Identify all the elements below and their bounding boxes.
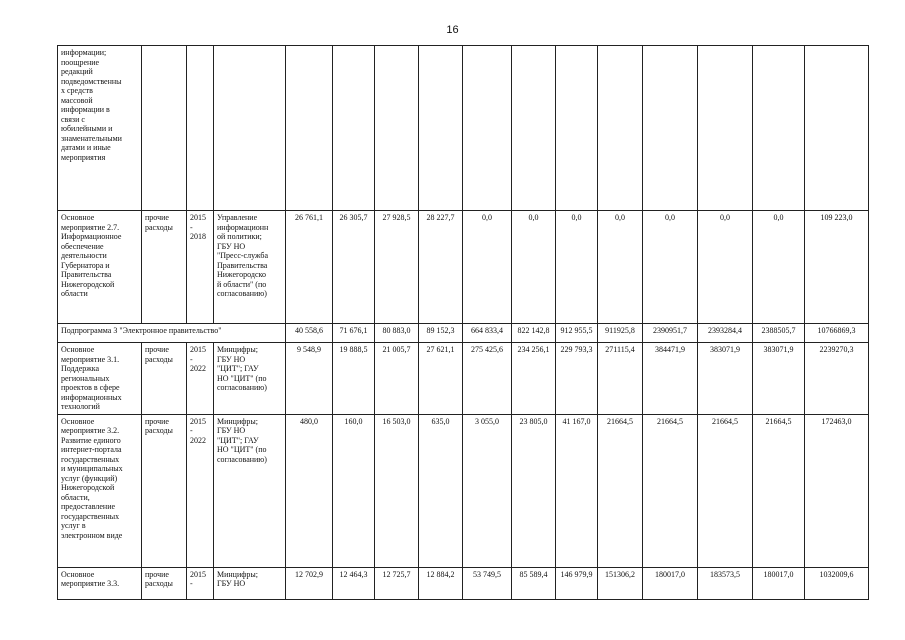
activity-name-line: обеспечение — [61, 241, 104, 251]
value-cell: 160,0 — [333, 414, 375, 567]
activity-name-line: мероприятие 2.7. — [61, 222, 120, 232]
value-cell: 635,0 — [419, 414, 463, 567]
value-cell: 53 749,5 — [463, 567, 512, 599]
activity-row — [58, 414, 869, 567]
subprogram-row — [58, 324, 869, 343]
value-cell: 234 256,1 — [512, 343, 556, 415]
value-cell: 384471,9 — [643, 343, 698, 415]
activity-name-line: информации; — [61, 48, 107, 57]
executor-line: согласованию) — [217, 289, 267, 298]
activity-name-line: подведомственны — [61, 76, 122, 86]
activity-name — [58, 46, 142, 211]
activity-name-line: Основное — [61, 213, 95, 222]
value-cell: 19 888,5 — [333, 343, 375, 415]
value-cell — [419, 46, 463, 211]
expense-type: прочие расходы — [142, 567, 187, 599]
value-cell: 0,0 — [512, 211, 556, 324]
value-cell: 109 223,0 — [805, 211, 869, 324]
value-cell: 10766869,3 — [805, 324, 869, 343]
value-cell — [698, 46, 753, 211]
activity-name-line: юбилейными и — [61, 124, 113, 133]
value-cell: 26 305,7 — [333, 211, 375, 324]
activity-name-line: Поддержка — [61, 364, 100, 373]
value-cell: 71 676,1 — [333, 324, 375, 343]
executor-line: Минцифры; — [217, 569, 259, 579]
executor-line: ой политики; — [217, 232, 262, 241]
value-cell: 40 558,6 — [286, 324, 333, 343]
activity-name-line: мероприятие 3.1. — [61, 354, 120, 364]
activity-name-line: мероприятие 3.2. — [61, 426, 120, 435]
value-cell: 41 167,0 — [556, 414, 598, 567]
activity-name-line: Информационное — [61, 232, 122, 241]
years-range: 2015 - 2022 — [187, 343, 214, 415]
activity-row — [58, 343, 869, 415]
executor-line: НО "ЦИТ" (по — [217, 445, 267, 454]
executor-line: Управление — [217, 213, 258, 222]
executor-line: НО "ЦИТ" (по — [217, 373, 267, 383]
activity-name — [58, 567, 142, 599]
executor-line: Минцифры; — [217, 345, 259, 354]
value-cell — [512, 46, 556, 211]
executor-line: ГБУ НО — [217, 241, 246, 251]
value-cell: 27 621,1 — [419, 343, 463, 415]
activity-name-line: редакций — [61, 67, 93, 76]
value-cell: 2239270,3 — [805, 343, 869, 415]
activity-name-line: области, — [61, 492, 90, 502]
value-cell: 2393284,4 — [698, 324, 753, 343]
value-cell: 21664,5 — [598, 414, 643, 567]
value-cell: 80 883,0 — [375, 324, 419, 343]
activity-name-line: Основное — [61, 345, 95, 354]
executor — [214, 343, 286, 415]
value-cell: 151306,2 — [598, 567, 643, 599]
activity-name-line: информационных — [61, 392, 122, 402]
value-cell: 12 884,2 — [419, 567, 463, 599]
value-cell: 664 833,4 — [463, 324, 512, 343]
activity-name-line: мероприятия — [61, 152, 106, 162]
executor-line: Нижегородско — [217, 270, 266, 279]
activity-name-line: массовой — [61, 95, 93, 105]
executor-line: "ЦИТ"; ГАУ — [217, 364, 259, 373]
value-cell: 23 805,0 — [512, 414, 556, 567]
activity-name-line: Нижегородской — [61, 279, 115, 289]
value-cell: 21664,5 — [643, 414, 698, 567]
activity-name — [58, 414, 142, 567]
years-range: 2015 - — [187, 567, 214, 599]
activity-name-line: поощрение — [61, 57, 100, 67]
activity-name-line: деятельности — [61, 251, 107, 260]
years-range: 2015 - 2018 — [187, 211, 214, 324]
activity-name — [58, 343, 142, 415]
value-cell: 27 928,5 — [375, 211, 419, 324]
value-cell: 26 761,1 — [286, 211, 333, 324]
value-cell: 21 005,7 — [375, 343, 419, 415]
activity-name-line: Основное — [61, 416, 95, 426]
value-cell: 0,0 — [753, 211, 805, 324]
value-cell — [463, 46, 512, 211]
activity-name-line: государственных — [61, 454, 120, 464]
activity-name-line: технологий — [61, 402, 100, 411]
executor-line: й области" (по — [217, 279, 267, 289]
value-cell — [556, 46, 598, 211]
activity-name-line: проектов в сфере — [61, 383, 120, 392]
activity-name-line: информации в — [61, 105, 110, 114]
value-cell: 3 055,0 — [463, 414, 512, 567]
value-cell — [375, 46, 419, 211]
value-cell: 911925,8 — [598, 324, 643, 343]
value-cell: 480,0 — [286, 414, 333, 567]
table-body — [58, 46, 869, 600]
executor-line: "ЦИТ"; ГАУ — [217, 435, 259, 445]
activity-name-line: области — [61, 289, 88, 298]
value-cell: 271115,4 — [598, 343, 643, 415]
value-cell — [805, 46, 869, 211]
value-cell — [333, 46, 375, 211]
program-table — [57, 45, 869, 600]
activity-name-line: х средств — [61, 86, 93, 95]
activity-name-line: мероприятие 3.3. — [61, 579, 120, 588]
activity-name-line: Губернатора и — [61, 260, 110, 270]
value-cell: 0,0 — [463, 211, 512, 324]
value-cell: 0,0 — [643, 211, 698, 324]
activity-name-line: знаменательными — [61, 133, 122, 143]
value-cell: 21664,5 — [753, 414, 805, 567]
value-cell: 183573,5 — [698, 567, 753, 599]
value-cell: 180017,0 — [643, 567, 698, 599]
activity-name-line: интернет-портала — [61, 445, 122, 454]
value-cell — [753, 46, 805, 211]
executor-line: Минцифры; — [217, 416, 259, 426]
expense-type — [142, 46, 187, 211]
value-cell: 12 464,3 — [333, 567, 375, 599]
activity-name-line: услуг в — [61, 521, 86, 530]
value-cell: 28 227,7 — [419, 211, 463, 324]
activity-name-line: Развитие единого — [61, 435, 121, 445]
value-cell: 1032009,6 — [805, 567, 869, 599]
value-cell: 0,0 — [598, 211, 643, 324]
executor-line: согласованию) — [217, 454, 267, 464]
value-cell: 2388505,7 — [753, 324, 805, 343]
value-cell: 146 979,9 — [556, 567, 598, 599]
value-cell: 383071,9 — [753, 343, 805, 415]
executor-line: информационн — [217, 222, 269, 232]
value-cell: 0,0 — [698, 211, 753, 324]
value-cell — [598, 46, 643, 211]
executor-line: ГБУ НО — [217, 354, 246, 364]
page-number: 16 — [446, 24, 459, 36]
value-cell: 172463,0 — [805, 414, 869, 567]
executor-line: согласованию) — [217, 383, 267, 392]
activity-name-line: региональных — [61, 373, 110, 383]
activity-name — [58, 211, 142, 324]
years-range — [187, 46, 214, 211]
executor — [214, 211, 286, 324]
value-cell: 229 793,3 — [556, 343, 598, 415]
activity-row — [58, 567, 869, 599]
value-cell: 9 548,9 — [286, 343, 333, 415]
value-cell: 0,0 — [556, 211, 598, 324]
value-cell: 180017,0 — [753, 567, 805, 599]
value-cell: 21664,5 — [698, 414, 753, 567]
activity-name-line: связи с — [61, 114, 85, 124]
activity-name-line: Основное — [61, 569, 95, 579]
value-cell: 89 152,3 — [419, 324, 463, 343]
executor-line: ГБУ НО — [217, 426, 246, 435]
expense-type: прочие расходы — [142, 211, 187, 324]
value-cell: 16 503,0 — [375, 414, 419, 567]
executor-line: ГБУ НО — [217, 579, 246, 588]
expense-type: прочие расходы — [142, 414, 187, 567]
value-cell: 912 955,5 — [556, 324, 598, 343]
activity-row — [58, 46, 869, 211]
activity-name-line: предоставление — [61, 502, 116, 511]
value-cell: 12 725,7 — [375, 567, 419, 599]
executor — [214, 567, 286, 599]
executor-line: Правительства — [217, 260, 268, 270]
value-cell — [286, 46, 333, 211]
executor — [214, 414, 286, 567]
value-cell: 275 425,6 — [463, 343, 512, 415]
activity-name-line: государственных — [61, 511, 120, 521]
executor-line: "Пресс-служба — [217, 251, 269, 260]
activity-name-line: и муниципальных — [61, 464, 123, 473]
value-cell: 12 702,9 — [286, 567, 333, 599]
value-cell: 383071,9 — [698, 343, 753, 415]
executor — [214, 46, 286, 211]
activity-name-line: Правительства — [61, 270, 112, 279]
value-cell: 822 142,8 — [512, 324, 556, 343]
years-range: 2015 - 2022 — [187, 414, 214, 567]
value-cell — [643, 46, 698, 211]
activity-name-line: электронном виде — [61, 530, 123, 540]
activity-name-line: услуг (функций) — [61, 473, 118, 483]
value-cell: 85 589,4 — [512, 567, 556, 599]
activity-name-line: датами и иные — [61, 143, 111, 152]
expense-type: прочие расходы — [142, 343, 187, 415]
value-cell: 2390951,7 — [643, 324, 698, 343]
activity-row — [58, 211, 869, 324]
activity-name-line: Нижегородской — [61, 483, 115, 492]
subprogram-title: Подпрограмма 3 "Электронное правительство" — [58, 324, 286, 343]
